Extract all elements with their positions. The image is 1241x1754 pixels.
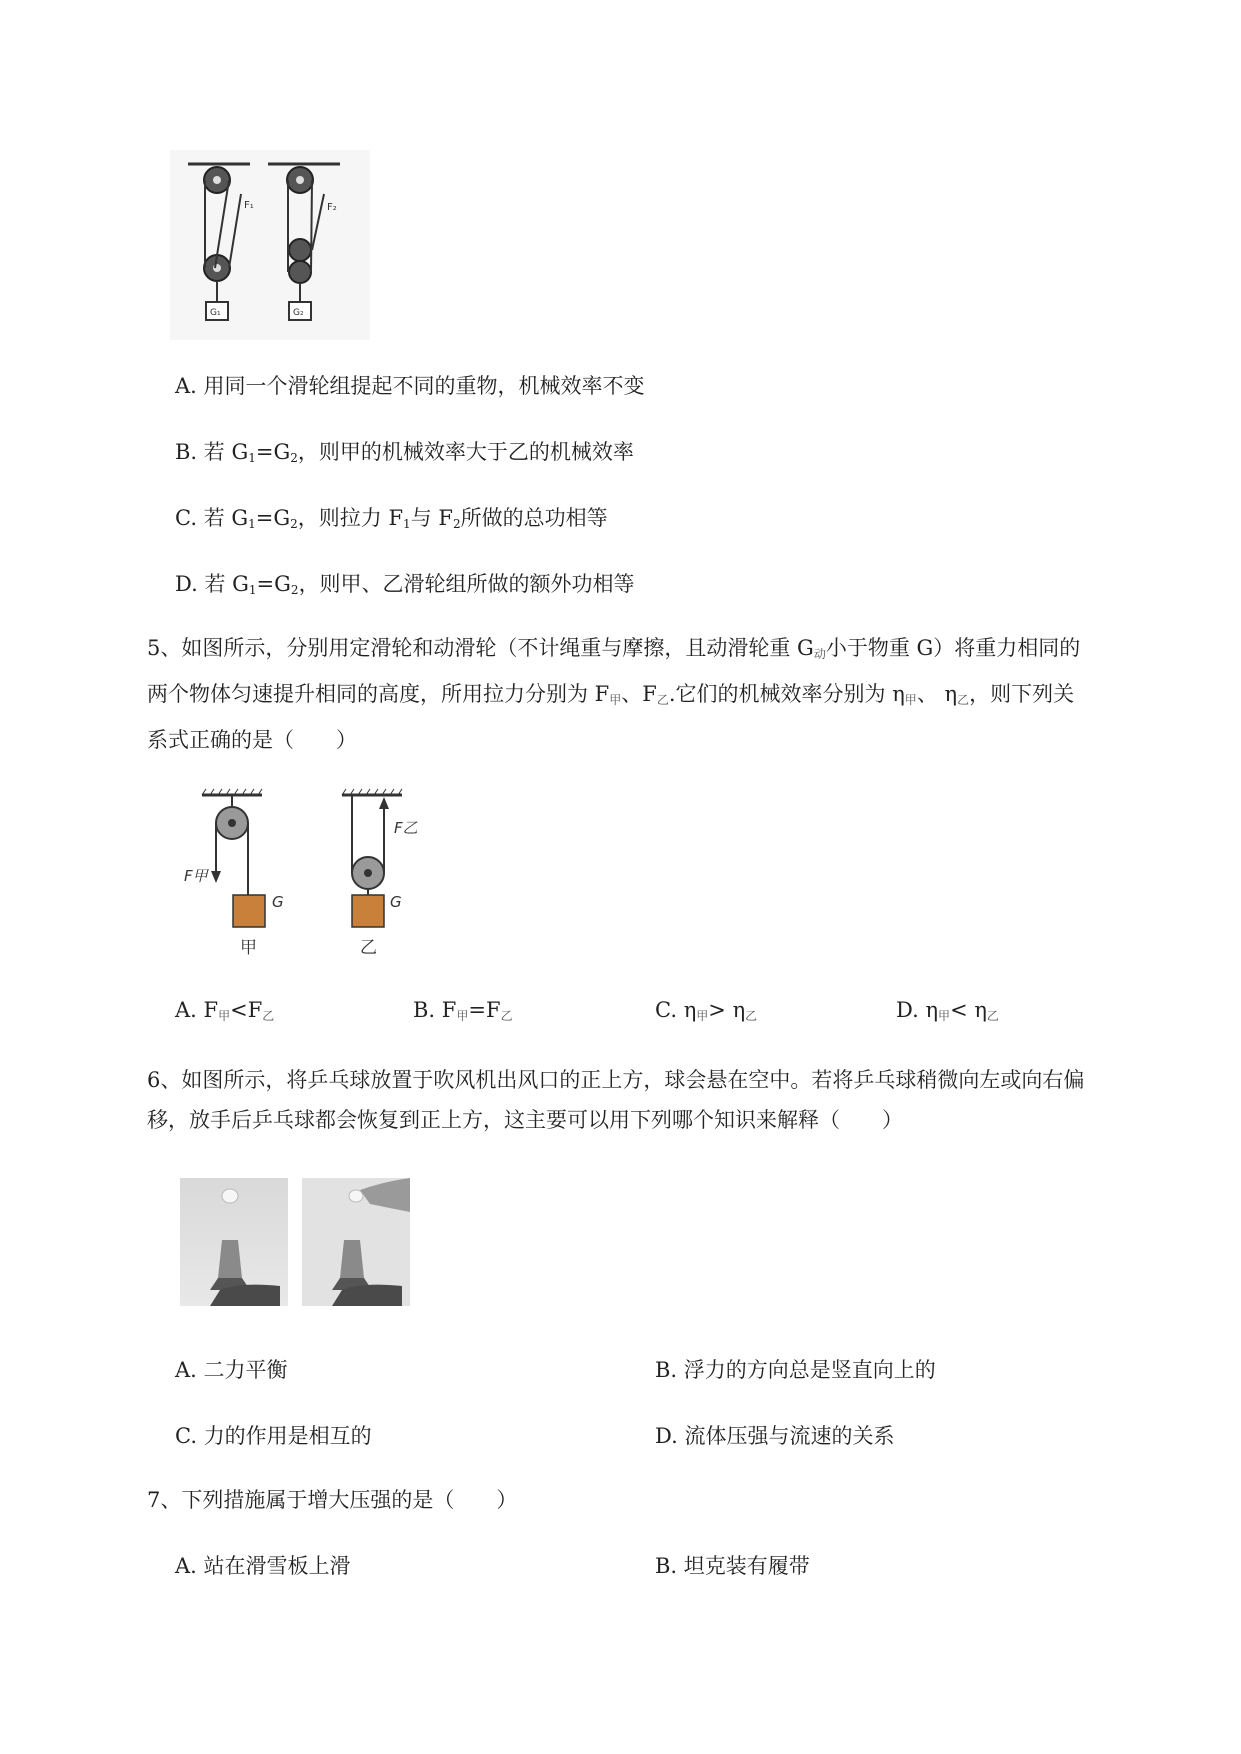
fixed-movable-pulley-figure xyxy=(180,785,460,965)
q5-fig-g-left: G xyxy=(272,893,284,911)
q5-line-2: 两个物体匀速提升相同的高度，所用拉力分别为 F甲、F乙.它们的机械效率分别为 η甲、 η乙，则下列关 xyxy=(147,682,1075,707)
q5-option-d[interactable]: D. η甲< η乙 xyxy=(896,998,999,1023)
pulley-system-figure xyxy=(170,150,370,340)
q7-option-b[interactable]: B. 坦克装有履带 xyxy=(655,1554,810,1578)
q6-question xyxy=(147,1060,1147,1140)
q7-line-1: 7、下列措施属于增大压强的是（ ） xyxy=(147,1488,518,1512)
q4-option-b[interactable]: B. 若 $G_1=G_2$，则甲的机械效率大于乙的机械效率 xyxy=(175,440,634,465)
hair-dryer-photo-2 xyxy=(302,1178,410,1306)
q5-option-c[interactable]: C. η甲> η乙 xyxy=(655,998,758,1023)
q4-option-a[interactable]: A. 用同一个滑轮组提起不同的重物，机械效率不变 xyxy=(175,374,645,398)
q4-option-d[interactable]: D. 若 $G_1=G_2$，则甲、乙滑轮组所做的额外功相等 xyxy=(175,572,635,597)
q5-fig-yi: 乙 xyxy=(360,938,377,958)
q5-option-b[interactable]: B. F甲=F乙 xyxy=(413,998,513,1023)
q7-question xyxy=(147,1480,1147,1520)
q6-option-a[interactable]: A. 二力平衡 xyxy=(175,1358,288,1382)
q5-question xyxy=(147,628,1147,760)
q5-fig-jia: 甲 xyxy=(240,938,257,958)
q5-line-3: 系式正确的是（ ） xyxy=(147,728,357,752)
q6-line-2: 移，放手后乒乓球都会恢复到正上方，这主要可以用下列哪个知识来解释（ ） xyxy=(147,1108,903,1132)
q6-line-1: 6、如图所示，将乒乓球放置于吹风机出风口的正上方，球会悬在空中。若将乒乓球稍微向左或向右偏 xyxy=(147,1068,1085,1092)
q4-fig-g2: G₂ xyxy=(293,308,304,318)
q5-line-1: 5、如图所示，分别用定滑轮和动滑轮（不计绳重与摩擦，且动滑轮重 G动小于物重 G）将重力相同的 xyxy=(147,636,1081,661)
q7-option-a[interactable]: A. 站在滑雪板上滑 xyxy=(175,1554,351,1578)
q4-fig-g1: G₁ xyxy=(210,308,221,318)
q6-option-b[interactable]: B. 浮力的方向总是竖直向上的 xyxy=(655,1358,936,1382)
hair-dryer-photo-1 xyxy=(180,1178,288,1306)
q4-fig-f2: F₂ xyxy=(327,202,337,213)
q4-option-c[interactable]: C. 若 $G_1=G_2$，则拉力 $F_1$与 $F_2$所做的总功相等 xyxy=(175,506,608,531)
q5-fig-g-right: G xyxy=(390,893,402,911)
q5-fig-f-yi: F乙 xyxy=(394,819,418,837)
q5-option-a[interactable]: A. F甲<F乙 xyxy=(175,998,275,1023)
q4-fig-f1: F₁ xyxy=(244,200,254,211)
q6-option-c[interactable]: C. 力的作用是相互的 xyxy=(175,1424,372,1448)
q6-option-d[interactable]: D. 流体压强与流速的关系 xyxy=(655,1424,895,1448)
q5-fig-f-jia: F甲 xyxy=(184,867,208,885)
